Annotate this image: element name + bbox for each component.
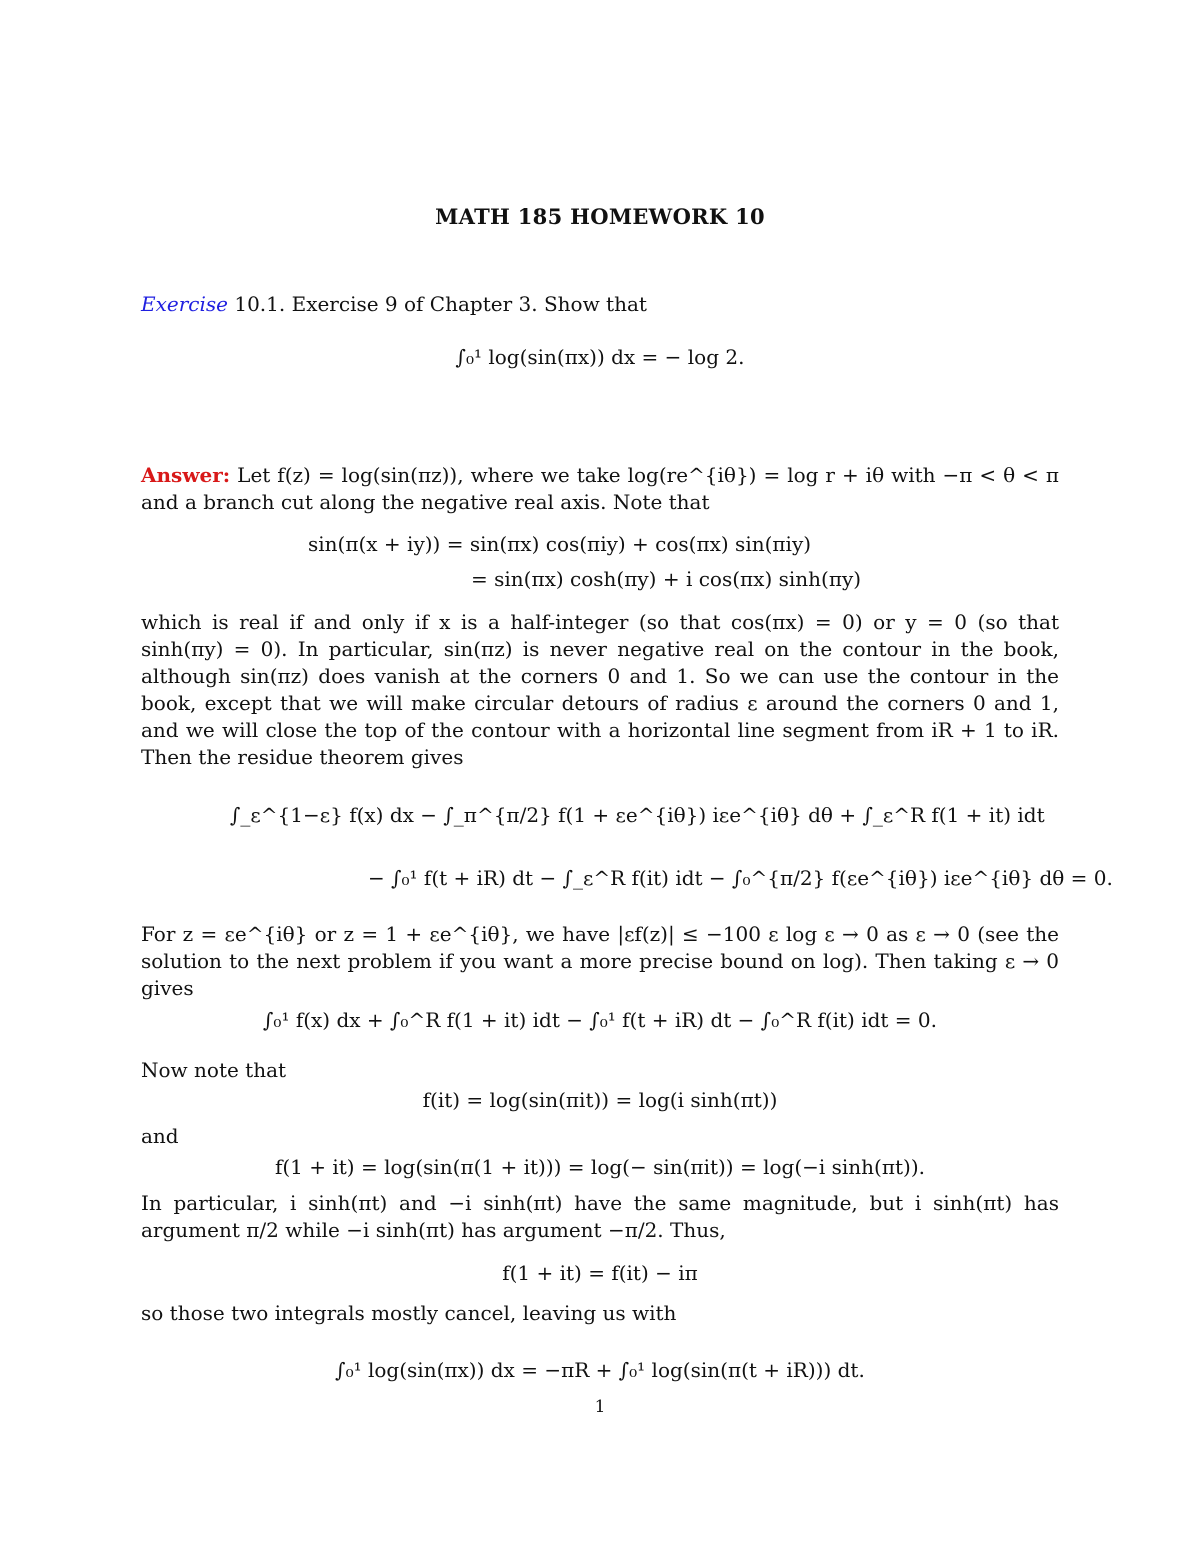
exercise-equation: ∫₀¹ log(sin(πx)) dx = − log 2. [455, 345, 745, 369]
page-number: 1 [594, 1397, 606, 1417]
exercise-statement [141, 291, 1059, 318]
exercise-label: Exercise [141, 292, 228, 316]
answer-text-1: Let f(z) = log(sin(πz)), where we take log(re^{iθ}) = log r + iθ with −π < θ < π and a branch cut along the negative real axis. Note that [141, 463, 1060, 514]
answer-label: Answer: [141, 463, 231, 487]
answer-paragraph-4: Now note that [141, 1058, 287, 1082]
answer-paragraph-6: In particular, i sinh(πt) and −i sinh(πt) have the same magnitude, but i sinh(πt) has argument π/2 while −i sinh(πt) has argument −π/2. Thus, [141, 1191, 1059, 1242]
equation-residue-line-2: − ∫₀¹ f(t + iR) dt − ∫_ε^R f(it) idt − ∫₀^{π/2} f(εe^{iθ}) iεe^{iθ} dθ = 0. [368, 866, 1113, 890]
answer-paragraph-2: which is real if and only if x is a half-integer (so that cos(πx) = 0) or y = 0 (so that sinh(πy) = 0). In particular, sin(πz) is never negative real on the contour in the book, although sin(πz) does vanish at the corners 0 and 1. So we can use the contour in the book, except that we will make circular detours of radius ε around the corners 0 and 1, and we will close the top of the contour with a horizontal line segment from iR + 1 to iR. Then the residue theorem gives [141, 610, 1059, 769]
equation-sin-expansion-line-2: = sin(πx) cosh(πy) + i cos(πx) sinh(πy) [471, 567, 862, 591]
equation-f-1-plus-it: f(1 + it) = log(sin(π(1 + it))) = log(− sin(πit)) = log(−i sinh(πt)). [274, 1155, 926, 1179]
exercise-text: Exercise 9 of Chapter 3. Show that [291, 292, 647, 316]
equation-limit: ∫₀¹ f(x) dx + ∫₀^R f(1 + it) idt − ∫₀¹ f(t + iR) dt − ∫₀^R f(it) idt = 0. [263, 1008, 937, 1032]
equation-sin-expansion-line-1: sin(π(x + iy)) = sin(πx) cos(πiy) + cos(πx) sin(πiy) [308, 532, 812, 556]
page-title: MATH 185 HOMEWORK 10 [435, 204, 765, 229]
equation-relation: f(1 + it) = f(it) − iπ [502, 1261, 698, 1285]
equation-final: ∫₀¹ log(sin(πx)) dx = −πR + ∫₀¹ log(sin(π(t + iR))) dt. [335, 1358, 865, 1382]
answer-paragraph-7: so those two integrals mostly cancel, leaving us with [141, 1301, 677, 1325]
answer-paragraph-3: For z = εe^{iθ} or z = 1 + εe^{iθ}, we have |εf(z)| ≤ −100 ε log ε → 0 as ε → 0 (see the solution to the next problem if you want a more precise bound on log). Then taking ε → 0 gives [141, 922, 1059, 1000]
equation-f-it: f(it) = log(sin(πit)) = log(i sinh(πt)) [422, 1088, 778, 1112]
answer-paragraph-1 [141, 462, 1059, 516]
exercise-number: 10.1. [234, 292, 286, 316]
answer-paragraph-5: and [141, 1124, 179, 1148]
equation-residue-line-1: ∫_ε^{1−ε} f(x) dx − ∫_π^{π/2} f(1 + εe^{iθ}) iεe^{iθ} dθ + ∫_ε^R f(1 + it) idt [230, 803, 1045, 827]
